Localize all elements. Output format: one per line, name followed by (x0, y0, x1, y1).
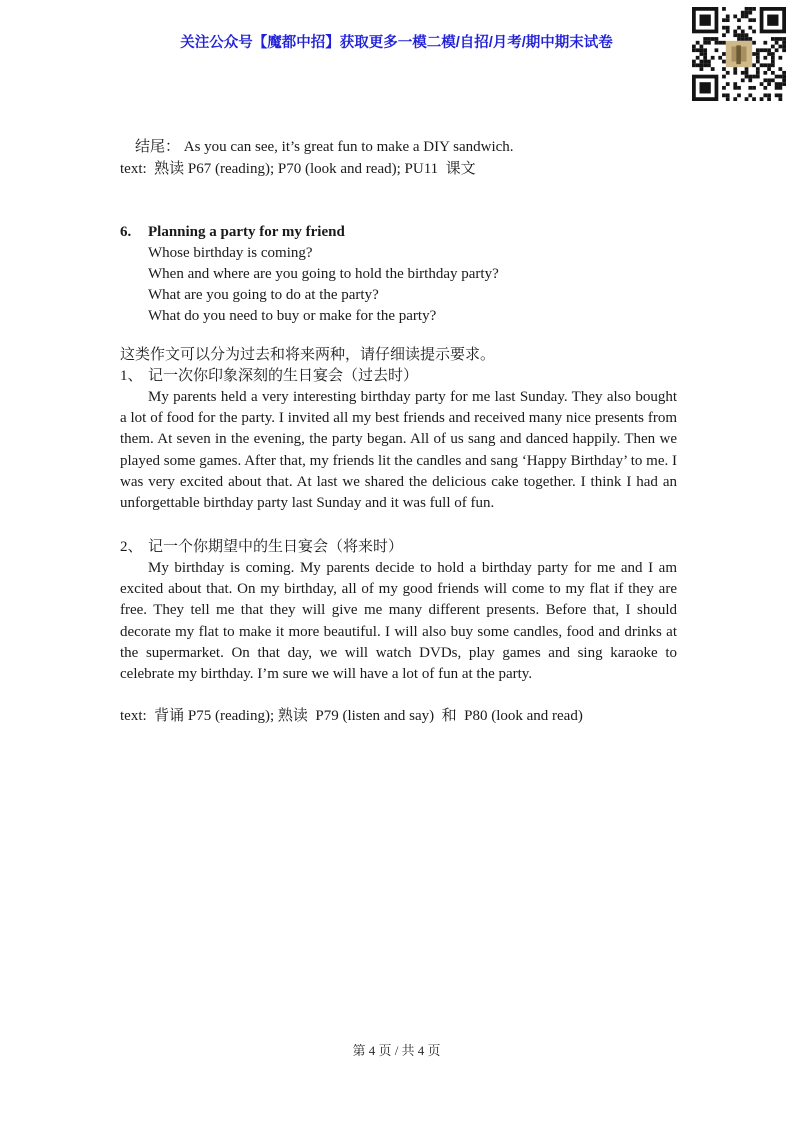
essay-2-title: 记一个你期望中的生日宴会（将来时） (148, 539, 404, 555)
essay-1-number: 1、 (120, 368, 143, 384)
topic-6-question-3: What are you going to do at the party? (148, 287, 379, 303)
header-promo-text: 关注公众号【魔都中招】获取更多一模二模/自招/月考/期中期末试卷 (180, 35, 613, 51)
page-number: 第 4 页 / 共 4 页 (352, 1043, 441, 1058)
topic-6-title: Planning a party for my friend (148, 224, 345, 240)
text-note-1: text: 熟读 P67 (reading); P70 (look and read); PU11 课文 (120, 161, 476, 177)
topic-6-section (120, 222, 677, 327)
topic-6-question-1: Whose birthday is coming? (148, 245, 313, 261)
essay-2-paragraph: My birthday is coming. My parents decide to hold a birthday party for me and I am excited about that. On my birthday, all of my good friends will come to my flat if they are free. They tell me that they will give me many different presents. Before that, I should decorate my flat to make it more beautiful. I will also buy some candles, food and drinks at the supermarket. On that day, we will watch DVDs, play games and sing karaoke to celebrate my birthday. I’m sure we will have a lot of fun at the party. (120, 560, 677, 683)
topic-6-question-4: What do you need to buy or make for the party? (148, 308, 437, 324)
qr-code-graphic (692, 7, 786, 101)
wechat-qr-code-icon (692, 7, 786, 101)
ending-label: 结尾： (135, 139, 181, 155)
text-note-2: text: 背诵 P75 (reading); 熟读 P79 (listen and say) 和 P80 (look and read) (120, 708, 583, 724)
essay-1-title: 记一次你印象深刻的生日宴会（过去时） (148, 368, 419, 384)
topic-6-question-2: When and where are you going to hold the birthday party? (148, 266, 499, 282)
essay-2-section (120, 537, 677, 685)
topic-6-number: 6. (120, 224, 132, 240)
chinese-instruction-note: 这类作文可以分为过去和将来两种，请仔细读提示要求。 (120, 347, 496, 363)
ending-text: As you can see, it’s great fun to make a DIY sandwich. (180, 139, 514, 155)
essay-1-paragraph: My parents held a very interesting birthday party for me last Sunday. They also bought a lot of food for the party. I invited all my best friends and received many nice presents from them. At seven in the evening, the party began. All of us sang and danced happily. Then we played some games. After that, my friends lit the candles and sang ‘Happy Birthday’ to me. I was very excited about that. At last we shared the delicious cake together. I think I had an unforgettable birthday party last Sunday and it was full of fun. (120, 389, 677, 512)
essay-2-number: 2、 (120, 539, 143, 555)
essay-1-section (120, 366, 677, 514)
